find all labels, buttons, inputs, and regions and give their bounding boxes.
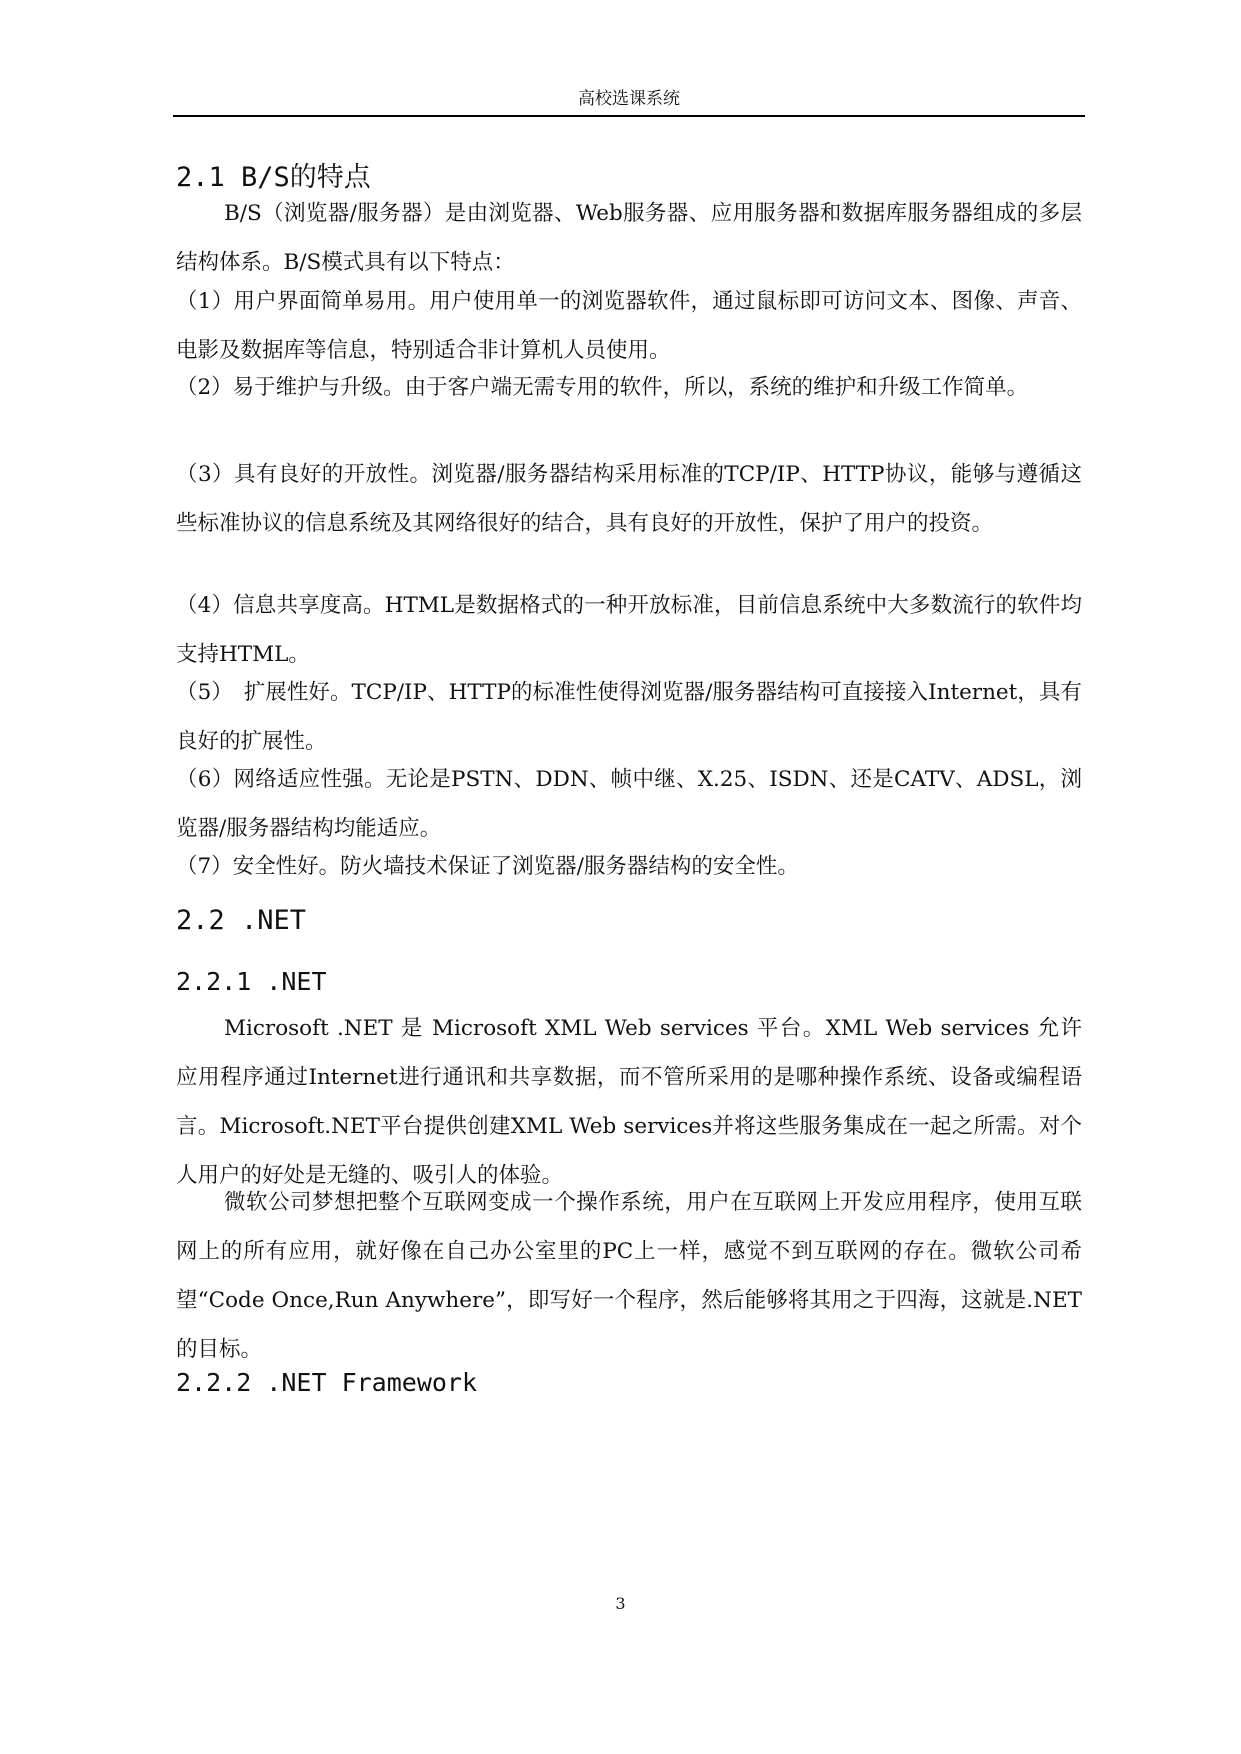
net-paragraph-1: Microsoft .NET 是 Microsoft XML Web services 平台。XML Web services 允许应用程序通过Internet进行通讯和共享数据，而不管所采用的是哪种操作系统、设备或编程语言。Microsoft.NET平台提供创建XML Web services并将这些服务集成在一起之所需。对个人用户的好处是无缝的、吸引人的体验。	[176, 1016, 1082, 1188]
feature-item-4: （4）信息共享度高。HTML是数据格式的一种开放标准，目前信息系统中大多数流行的软件均支持HTML。	[176, 593, 1082, 667]
section-heading-2-1: 2.1 B/S的特点	[176, 162, 371, 193]
feature-item-7: （7）安全性好。防火墙技术保证了浏览器/服务器结构的安全性。	[176, 854, 799, 879]
feature-item-5: （5） 扩展性好。TCP/IP、HTTP的标准性使得浏览器/服务器结构可直接接入Internet，具有良好的扩展性。	[176, 680, 1082, 754]
section-heading-2-2: 2.2 .NET	[176, 905, 307, 936]
feature-item-6: （6）网络适应性强。无论是PSTN、DDN、帧中继、X.25、ISDN、还是CATV、ADSL，浏览器/服务器结构均能适应。	[176, 767, 1082, 841]
section-2-1-intro: B/S（浏览器/服务器）是由浏览器、Web服务器、应用服务器和数据库服务器组成的多层结构体系。B/S模式具有以下特点：	[176, 201, 1082, 275]
feature-item-1: （1）用户界面简单易用。用户使用单一的浏览器软件，通过鼠标即可访问文本、图像、声音、电影及数据库等信息，特别适合非计算机人员使用。	[176, 289, 1082, 363]
subsection-heading-2-2-1: 2.2.1 .NET	[176, 967, 327, 996]
net-paragraph-2: 微软公司梦想把整个互联网变成一个操作系统，用户在互联网上开发应用程序，使用互联网上的所有应用，就好像在自己办公室里的PC上一样，感觉不到互联网的存在。微软公司希望“Code Once,Run Anywhere”，即写好一个程序，然后能够将其用之于四海，这就是.NET的目标。	[176, 1190, 1082, 1362]
running-header: 高校选课系统	[578, 89, 680, 109]
feature-item-2: （2）易于维护与升级。由于客户端无需专用的软件，所以，系统的维护和升级工作简单。	[176, 375, 1029, 400]
feature-item-3: （3）具有良好的开放性。浏览器/服务器结构采用标准的TCP/IP、HTTP协议，能够与遵循这些标准协议的信息系统及其网络很好的结合，具有良好的开放性，保护了用户的投资。	[176, 462, 1082, 536]
page-number: 3	[615, 1594, 626, 1613]
subsection-heading-2-2-2: 2.2.2 .NET Framework	[176, 1368, 478, 1397]
header-rule	[173, 115, 1085, 117]
